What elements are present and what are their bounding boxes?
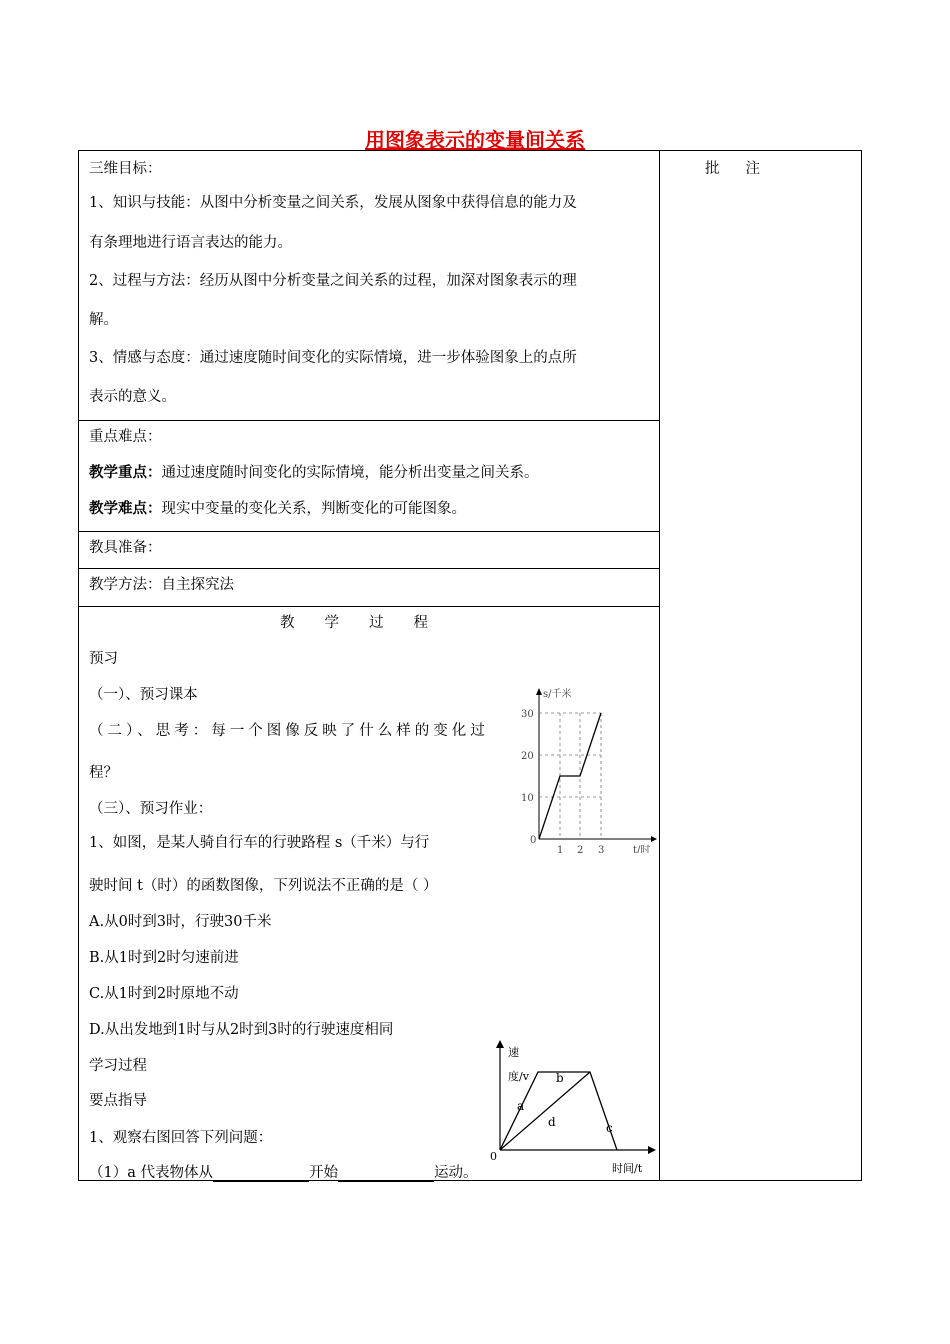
distance-time-graph	[517, 683, 659, 853]
goal-3-line-1: 3、情感与态度：通过速度随时间变化的实际情境，进一步体验图象上的点所	[89, 350, 577, 366]
y-axis-label: s/千米	[543, 689, 572, 700]
goal-1-line-2: 有条理地进行语言表达的能力。	[89, 235, 292, 251]
sub-question-1-part-b: 开始	[308, 1165, 338, 1181]
distance-line	[539, 713, 601, 839]
speed-axis-label: 度/v	[508, 1070, 529, 1083]
x-axis-arrow	[651, 836, 657, 842]
goals-heading: 三维目标：	[89, 161, 162, 177]
goal-3-line-2: 表示的意义。	[89, 389, 176, 405]
tools-line: 教具准备：	[89, 540, 162, 556]
speed-time-graph	[484, 1036, 659, 1176]
origin-label: 0	[530, 835, 537, 846]
study-label: 学习过程	[89, 1058, 147, 1074]
row-divider	[79, 568, 659, 569]
y-axis-arrow	[496, 1040, 504, 1048]
preview-item-2-line-1: （二）、思考：每一个图像反映了什么样的变化过	[89, 723, 489, 739]
y-axis-arrow	[536, 688, 542, 695]
x-axis-label: t/时	[633, 845, 651, 853]
time-axis-label: 时间/t	[612, 1162, 643, 1175]
page-title: 用图象表示的变量间关系	[365, 128, 585, 152]
preview-item-1: （一）、预习课本	[89, 687, 198, 703]
sub-question-1-part-c: 运动。	[433, 1165, 478, 1181]
diagonal-line	[500, 1072, 590, 1150]
line-label: a	[517, 1099, 525, 1113]
line-label: b	[556, 1071, 564, 1085]
answer-blank-1[interactable]	[213, 1167, 309, 1182]
option-c: C.从1时到2时原地不动	[89, 986, 239, 1002]
focus-label: 教学重点：	[89, 464, 162, 481]
x-tick-label: 3	[598, 845, 605, 853]
line-label: c	[606, 1121, 613, 1135]
guide-label: 要点指导	[89, 1093, 147, 1109]
key-points-heading: 重点难点：	[89, 429, 162, 445]
goal-1-line-1: 1、知识与技能：从图中分析变量之间关系，发展从图象中获得信息的能力及	[89, 195, 577, 211]
line-label: d	[548, 1115, 556, 1129]
teaching-difficulty	[89, 497, 466, 518]
row-divider	[79, 420, 659, 421]
row-divider	[79, 606, 659, 607]
preview-item-3: （三）、预习作业：	[89, 801, 213, 817]
column-divider	[659, 151, 660, 1181]
row-divider	[79, 531, 659, 532]
lesson-table	[78, 150, 862, 1181]
sub-question-1-part-a: （1）a 代表物体从	[89, 1165, 213, 1181]
x-axis-arrow	[648, 1146, 656, 1154]
difficulty-text: 现实中变量的变化关系，判断变化的可能图象。	[161, 501, 466, 517]
focus-text: 通过速度随时间变化的实际情境，能分析出变量之间关系。	[161, 465, 539, 481]
note-column-header: 批注	[705, 161, 786, 177]
y-tick-label: 10	[521, 793, 534, 804]
x-tick-label: 1	[557, 845, 564, 853]
x-tick-label: 2	[577, 845, 584, 853]
question-1-line-2: 驶时间 t（时）的函数图像，下列说法不正确的是（ ）	[89, 878, 438, 894]
origin-label: 0	[490, 1150, 497, 1163]
method-line: 教学方法：自主探究法	[89, 577, 234, 593]
option-a: A.从0时到3时，行驶30千米	[89, 914, 272, 930]
goal-2-line-2: 解。	[89, 312, 118, 328]
preview-item-2-line-2: 程？	[89, 765, 118, 781]
goal-2-line-1: 2、过程与方法：经历从图中分析变量之间关系的过程，加深对图象表示的理	[89, 273, 577, 289]
y-tick-label: 20	[521, 751, 534, 762]
speed-axis-label: 速	[508, 1046, 519, 1059]
option-d: D.从出发地到1时与从2时到3时的行驶速度相同	[89, 1022, 394, 1038]
y-tick-label: 30	[521, 709, 534, 720]
question-1-line-1: 1、如图，是某人骑自行车的行驶路程 s（千米）与行	[89, 835, 430, 851]
teaching-focus	[89, 461, 539, 482]
sub-question-1	[89, 1161, 477, 1182]
answer-blank-2[interactable]	[338, 1167, 434, 1182]
option-b: B.从1时到2时匀速前进	[89, 950, 239, 966]
preview-label: 预习	[89, 651, 118, 667]
process-heading: 教学过程	[280, 615, 458, 631]
observe-question: 1、观察右图回答下列问题：	[89, 1130, 273, 1146]
difficulty-label: 教学难点：	[89, 500, 162, 517]
